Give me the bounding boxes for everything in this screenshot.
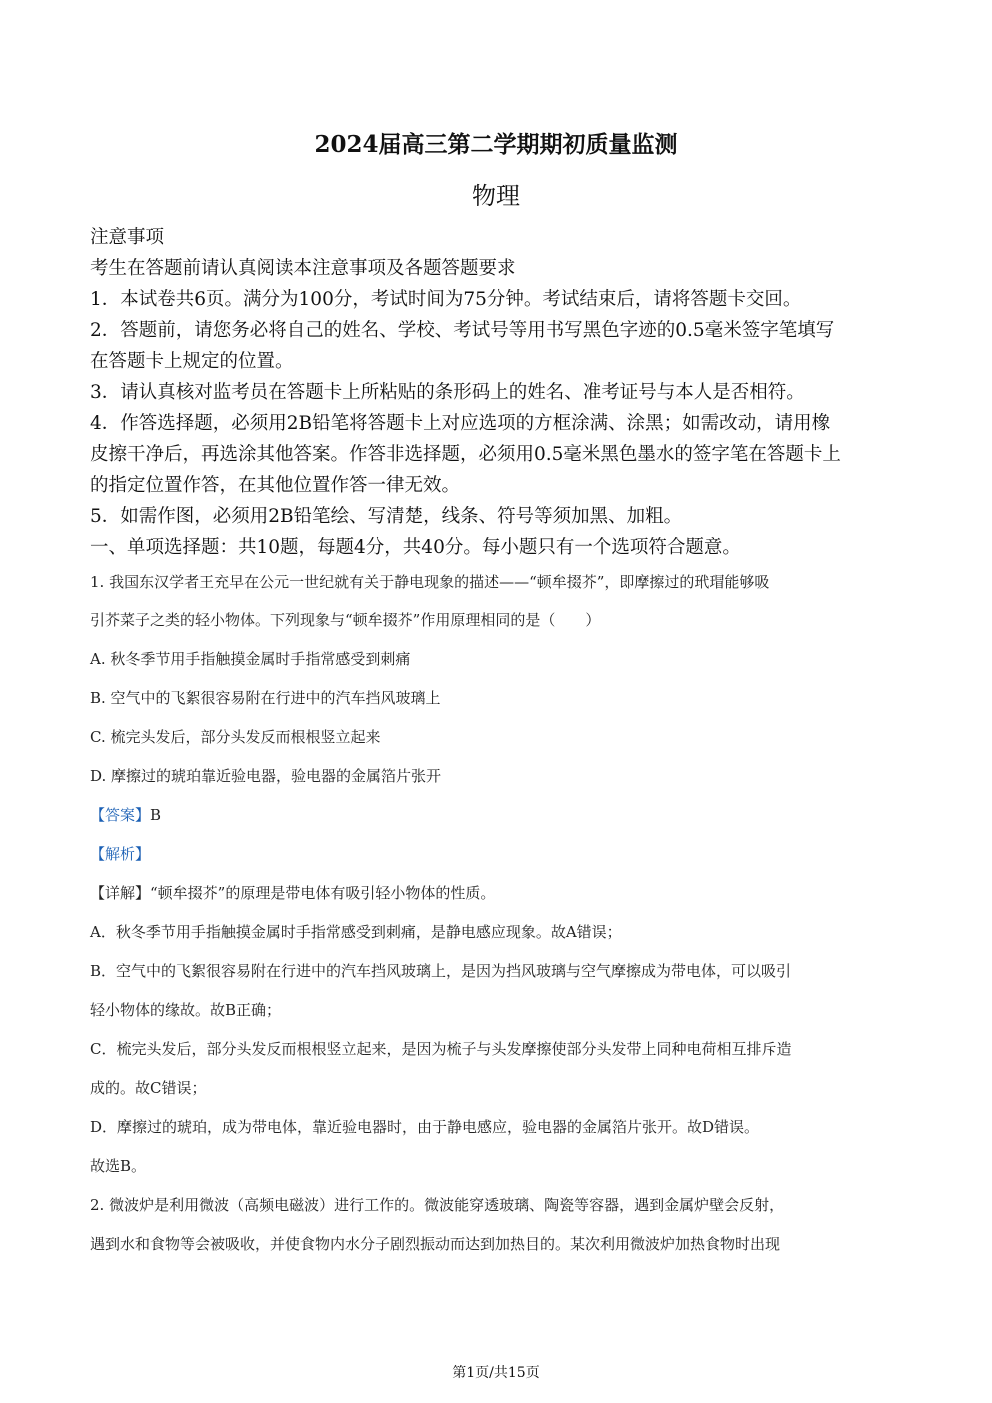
q1-explanation-c: 成的。故C错误； bbox=[90, 1079, 207, 1097]
notice-item: 在答题卡上规定的位置。 bbox=[90, 351, 294, 372]
analysis-label: 【解析】 bbox=[90, 845, 151, 863]
q1-detail bbox=[90, 882, 910, 903]
notice-heading: 注意事项 bbox=[90, 227, 165, 248]
q1-explanation-a: A．秋冬季节用手指触摸金属时手指常感受到刺痛，是静电感应现象。故A错误； bbox=[90, 923, 622, 941]
answer-value: B bbox=[150, 806, 162, 824]
notice-item: 2．答题前，请您务必将自己的姓名、学校、考试号等用书写黑色字迹的0.5毫米签字笔填写 bbox=[90, 320, 835, 341]
detail-label: 【详解】 bbox=[90, 884, 151, 902]
q1-option-a: A. 秋冬季节用手指触摸金属时手指常感受到刺痛 bbox=[90, 650, 411, 668]
notice-item: 皮擦干净后，再选涂其他答案。作答非选择题，必须用0.5毫米黑色墨水的签字笔在答题卡上 bbox=[90, 444, 841, 465]
notice-item: 的指定位置作答，在其他位置作答一律无效。 bbox=[90, 475, 461, 496]
q1-option-d: D. 摩擦过的琥珀靠近验电器，验电器的金属箔片张开 bbox=[90, 767, 442, 785]
notice-item: 3．请认真核对监考员在答题卡上所粘贴的条形码上的姓名、准考证号与本人是否相符。 bbox=[90, 382, 805, 403]
subject-title: 物理 bbox=[472, 182, 520, 210]
q1-explanation-b: 轻小物体的缘故。故B正确； bbox=[90, 1001, 282, 1019]
q1-option-b: B. 空气中的飞絮很容易附在行进中的汽车挡风玻璃上 bbox=[90, 689, 441, 707]
q2-stem: 遇到水和食物等会被吸收，并使食物内水分子剧烈振动而达到加热目的。某次利用微波炉加热食物时出现 bbox=[90, 1235, 781, 1253]
detail-text: “顿牟掇芥”的原理是带电体有吸引轻小物体的性质。 bbox=[150, 884, 496, 902]
q1-option-c: C. 梳完头发后，部分头发反而根根竖立起来 bbox=[90, 728, 381, 746]
section-heading: 一、单项选择题：共10题，每题4分，共40分。每小题只有一个选项符合题意。 bbox=[90, 537, 741, 558]
q1-stem: 1. 我国东汉学者王充早在公元一世纪就有关于静电现象的描述——“顿牟掇芥”，即摩擦过的玳瑁能够吸 bbox=[90, 573, 770, 591]
q2-stem: 2. 微波炉是利用微波（高频电磁波）进行工作的。微波能穿透玻璃、陶瓷等容器，遇到金属炉壁会反射， bbox=[90, 1196, 785, 1214]
notice-item: 5．如需作图，必须用2B铅笔绘、写清楚，线条、符号等须加黑、加粗。 bbox=[90, 506, 683, 527]
notice-intro: 考生在答题前请认真阅读本注意事项及各题答题要求 bbox=[90, 258, 516, 279]
exam-title: 2024届高三第二学期期初质量监测 bbox=[314, 131, 678, 158]
answer-label: 【答案】 bbox=[90, 806, 151, 824]
notice-item: 4．作答选择题，必须用2B铅笔将答题卡上对应选项的方框涂满、涂黑；如需改动，请用橡 bbox=[90, 413, 831, 434]
q1-explanation-d: D．摩擦过的琥珀，成为带电体，靠近验电器时，由于静电感应，验电器的金属箔片张开。故D错误。 bbox=[90, 1118, 760, 1136]
q1-explanation-c: C．梳完头发后，部分头发反而根根竖立起来，是因为梳子与头发摩擦使部分头发带上同种电荷相互排斥造 bbox=[90, 1040, 792, 1058]
q1-answer bbox=[90, 804, 910, 825]
notice-item: 1．本试卷共6页。满分为100分，考试时间为75分钟。考试结束后，请将答题卡交回。 bbox=[90, 289, 802, 310]
q1-explanation-b: B．空气中的飞絮很容易附在行进中的汽车挡风玻璃上，是因为挡风玻璃与空气摩擦成为带电体，可以吸引 bbox=[90, 962, 792, 980]
page-number: 第1页/共15页 bbox=[452, 1365, 540, 1381]
q1-conclusion: 故选B。 bbox=[90, 1157, 147, 1175]
q1-stem: 引芥菜子之类的轻小物体。下列现象与“顿牟掇芥”作用原理相同的是（ ） bbox=[90, 611, 601, 629]
